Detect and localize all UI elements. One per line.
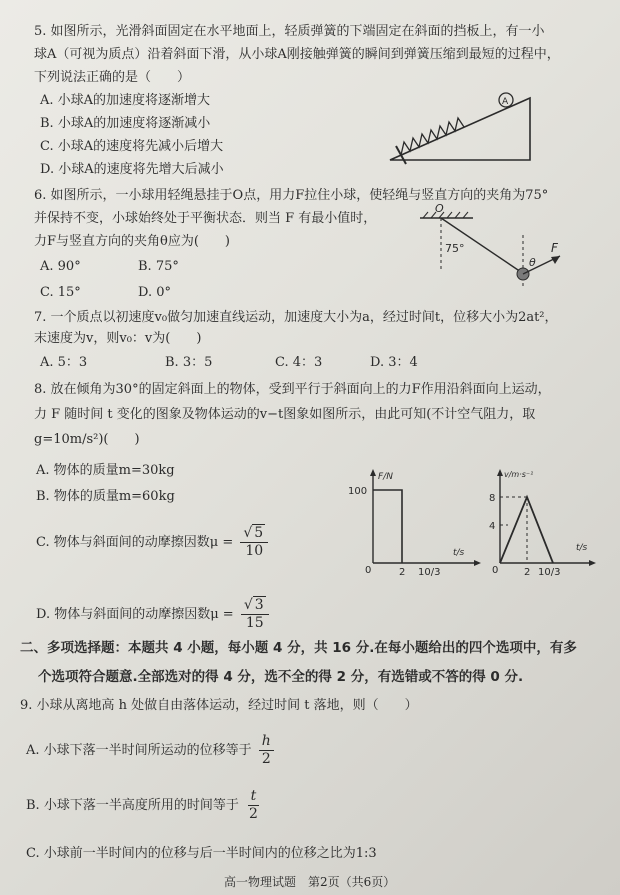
q7-stem-line2: 末速度为v，则v₀：v为( ) bbox=[34, 331, 202, 346]
q8-option-d-radicand: 3 bbox=[254, 597, 264, 613]
q8-g1-xtick1: 2 bbox=[399, 567, 406, 578]
q6-pendulum-figure bbox=[405, 200, 575, 295]
q6-option-b: B. 75° bbox=[138, 259, 179, 274]
q5-stem-line2: 球A（可视为质点）沿着斜面下滑，从小球A刚接触弹簧的瞬间到弹簧压缩到最短的过程中， bbox=[34, 47, 560, 62]
q7-option-a: A. 5：3 bbox=[40, 355, 88, 370]
q5-option-c: C. 小球A的速度将先减小后增大 bbox=[40, 139, 224, 154]
q9-stem: 9. 小球从离地高 h 处做自由落体运动，经过时间 t 落地，则（ ） bbox=[20, 698, 418, 713]
q5-option-d: D. 小球A的速度将先增大后减小 bbox=[40, 162, 224, 177]
section2-header-line2: 个选项符合题意.全部选对的得 4 分，选不全的得 2 分，有选错或不答的得 0 分. bbox=[38, 669, 524, 685]
q9-option-a-numerator: h bbox=[259, 733, 274, 751]
q8-stem-line1: 8. 放在倾角为30°的固定斜面上的物体，受到平行于斜面向上的力F作用沿斜面向上运动， bbox=[34, 382, 551, 397]
q9-option-b-fraction bbox=[246, 788, 261, 823]
q8-option-d-fraction: $\frac{√ 3}{15}$ bbox=[241, 597, 269, 632]
q8-g1-force-line bbox=[373, 490, 402, 563]
q6-option-c: C. 15° bbox=[40, 285, 81, 300]
q6-stem-line3: 力F与竖直方向的夹角θ应为( ) bbox=[34, 234, 230, 249]
q8-option-c-denominator: 10 bbox=[245, 543, 264, 559]
q8-g2-xtick2: 10/3 bbox=[538, 567, 561, 578]
q9-option-a-denominator: 2 bbox=[261, 751, 271, 767]
q8-g2-ytick2: 4 bbox=[489, 521, 496, 532]
section2-header-line1: 二、多项选择题：本题共 4 小题，每小题 4 分，共 16 分.在每小题给出的四个选项中，有多 bbox=[20, 640, 577, 656]
q8-g2-ytick1: 8 bbox=[489, 493, 496, 504]
q6-stem-line1: 6. 如图所示，一小球用轻绳悬挂于O点，用力F拉住小球，使轻绳与竖直方向的夹角为75° bbox=[34, 188, 549, 203]
q8-option-d-denominator: 15 bbox=[245, 615, 264, 631]
q8-option-c-radicand: 5 bbox=[254, 525, 264, 541]
q9-option-b-numerator: t bbox=[248, 788, 260, 806]
q5-spring bbox=[401, 118, 464, 155]
q8-g1-xtick2: 10/3 bbox=[418, 567, 441, 578]
q8-g1-xlabel: t/s bbox=[453, 548, 465, 558]
q8-g2-ylabel: v/m·s⁻¹ bbox=[504, 470, 534, 479]
q9-option-c: C. 小球前一半时间内的位移与后一半时间内的位移之比为1:3 bbox=[26, 846, 377, 861]
q9-option-a bbox=[26, 733, 277, 768]
q8-g2-xtick1: 2 bbox=[524, 567, 531, 578]
q8-velocity-time-graph bbox=[480, 465, 600, 580]
q7-stem-line1: 7. 一个质点以初速度v₀做匀加速直线运动，加速度大小为a，经过时间t，位移大小为2at²， bbox=[34, 310, 558, 325]
q5-incline bbox=[390, 98, 530, 160]
q9-option-b-text: B. 小球下落一半高度所用的时间等于 bbox=[26, 798, 239, 813]
q5-incline-figure bbox=[380, 88, 540, 168]
q5-option-a: A. 小球A的加速度将逐渐增大 bbox=[40, 93, 211, 108]
q8-option-b: B. 物体的质量m=60kg bbox=[36, 489, 175, 504]
q8-option-c-text: C. 物体与斜面间的动摩擦因数μ = bbox=[36, 535, 234, 550]
q8-g2-origin: 0 bbox=[492, 565, 499, 576]
q8-g1-origin: 0 bbox=[365, 565, 372, 576]
q9-option-a-text: A. 小球下落一半时间所运动的位移等于 bbox=[26, 743, 252, 758]
q6-theta-label: θ bbox=[529, 256, 536, 269]
q8-stem-line2: 力 F 随时间 t 变化的图象及物体运动的v−t图象如图所示，由此可知(不计空气阻力，取 bbox=[34, 407, 536, 422]
q5-option-b: B. 小球A的加速度将逐渐减小 bbox=[40, 116, 211, 131]
q8-g2-xlabel: t/s bbox=[576, 543, 588, 553]
q8-option-c-fraction: $\frac{√ 5}{10}$ bbox=[240, 525, 268, 560]
q6-stem-line2: 并保持不变，小球始终处于平衡状态．则当 F 有最小值时， bbox=[34, 211, 377, 226]
q6-point-o-label: O bbox=[435, 202, 444, 215]
q8-option-d bbox=[36, 597, 272, 632]
q8-force-time-graph bbox=[345, 465, 485, 580]
q7-option-d: D. 3：4 bbox=[370, 355, 418, 370]
q6-angle-label: 75° bbox=[445, 242, 465, 255]
q8-option-a: A. 物体的质量m=30kg bbox=[36, 463, 175, 478]
q8-g1-ytick: 100 bbox=[348, 486, 368, 497]
q8-option-d-text: D. 物体与斜面间的动摩擦因数μ = bbox=[36, 607, 234, 622]
q5-stem-line3: 下列说法正确的是（ ） bbox=[34, 70, 191, 85]
q6-option-d: D. 0° bbox=[138, 285, 171, 300]
q7-option-c: C. 4：3 bbox=[275, 355, 323, 370]
q5-stem-line1: 5. 如图所示，光滑斜面固定在水平地面上，轻质弹簧的下端固定在斜面的挡板上，有一小 bbox=[34, 24, 545, 39]
q8-g1-ylabel: F/N bbox=[378, 472, 393, 482]
q9-option-b bbox=[26, 788, 264, 823]
q7-option-b: B. 3：5 bbox=[165, 355, 213, 370]
q8-stem-line3: g=10m/s²)( ) bbox=[34, 432, 140, 447]
q8-option-c bbox=[36, 525, 271, 560]
q9-option-a-fraction bbox=[259, 733, 274, 768]
q6-force-label: F bbox=[551, 241, 558, 255]
page-footer: 高一物理试题 第2页（共6页） bbox=[224, 875, 396, 889]
q9-option-b-denominator: 2 bbox=[248, 806, 258, 822]
q6-option-a: A. 90° bbox=[40, 259, 81, 274]
q5-ball-label: A bbox=[502, 97, 509, 107]
